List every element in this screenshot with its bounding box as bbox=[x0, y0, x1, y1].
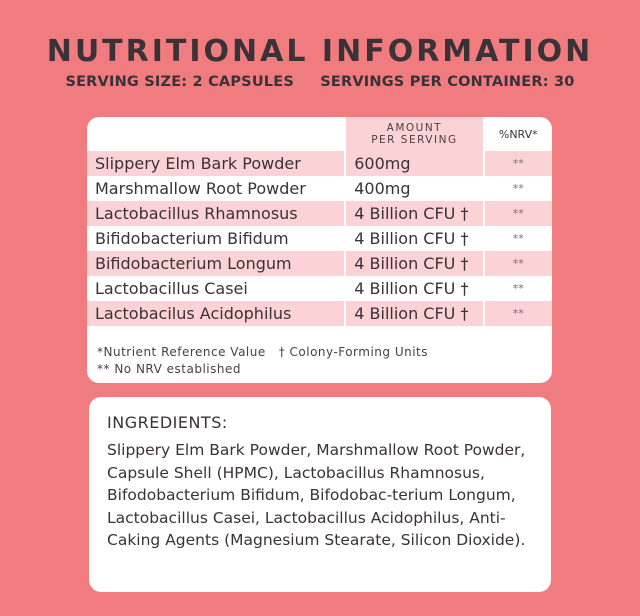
ingredients-card bbox=[89, 397, 551, 592]
table-row bbox=[87, 226, 552, 251]
nutrient-name: Slippery Elm Bark Powder bbox=[87, 151, 345, 176]
nutrient-amount: 4 Billion CFU † bbox=[345, 226, 483, 251]
nutrient-nrv: ** bbox=[484, 301, 552, 326]
header-name-cell bbox=[87, 117, 345, 151]
page-title: NUTRITIONAL INFORMATION bbox=[46, 34, 594, 69]
nutrient-nrv: ** bbox=[484, 201, 552, 226]
nutrient-amount: 4 Billion CFU † bbox=[345, 251, 483, 276]
nutrient-nrv: ** bbox=[484, 151, 552, 176]
nutrition-table bbox=[87, 117, 552, 326]
header-amount-line2: PER SERVING bbox=[371, 134, 458, 146]
ingredients-text: Slippery Elm Bark Powder, Marshmallow Root Powder, Capsule Shell (HPMC), Lactobacillus Rhamnosus, Bifodobacterium Bifidum, Bifodobac-terium Longum, Lactobacillus Casei, Lactobacillus Acidophilus, Anti-Caking Agents (Magnesium Stearate, Silicon Dioxide). bbox=[107, 441, 526, 549]
nutrient-amount: 4 Billion CFU † bbox=[345, 301, 483, 326]
nutrient-nrv: ** bbox=[484, 176, 552, 201]
table-row bbox=[87, 301, 552, 326]
table-row bbox=[87, 276, 552, 301]
nutrient-name: Marshmallow Root Powder bbox=[95, 179, 306, 198]
table-row bbox=[87, 201, 552, 226]
nutrient-name: Lactobacillus Rhamnosus bbox=[87, 201, 345, 226]
nutrient-amount: 400mg bbox=[345, 176, 483, 201]
table-row bbox=[87, 176, 552, 201]
nutrient-name: Lactobacillus Casei bbox=[95, 279, 248, 298]
nutrient-nrv: ** bbox=[484, 276, 552, 301]
nutrient-amount: 600mg bbox=[345, 151, 483, 176]
header-amount-line1: AMOUNT bbox=[386, 122, 443, 134]
nutrition-card bbox=[87, 117, 552, 383]
nutrient-name: Bifidobacterium Longum bbox=[87, 251, 345, 276]
footnote-reference: *Nutrient Reference Value † Colony-Forming Units bbox=[97, 345, 429, 359]
nutrient-amount: 4 Billion CFU † bbox=[345, 201, 483, 226]
header-amount-cell bbox=[345, 117, 483, 151]
nutrient-name: Bifidobacterium Bifidum bbox=[95, 229, 289, 248]
footnote-nrv: ** No NRV established bbox=[97, 362, 241, 376]
serving-info: SERVING SIZE: 2 CAPSULES SERVINGS PER CONTAINER: 30 bbox=[65, 74, 575, 90]
header-nrv-cell: %NRV* bbox=[484, 117, 552, 151]
table-row bbox=[87, 251, 552, 276]
nutrient-name: Lactobacilus Acidophilus bbox=[87, 301, 345, 326]
nutrient-nrv: ** bbox=[484, 251, 552, 276]
ingredients-heading: INGREDIENTS: bbox=[107, 413, 228, 432]
table-header-row bbox=[87, 117, 552, 151]
nutrient-nrv: ** bbox=[484, 226, 552, 251]
table-row bbox=[87, 151, 552, 176]
nutrient-amount: 4 Billion CFU † bbox=[345, 276, 483, 301]
